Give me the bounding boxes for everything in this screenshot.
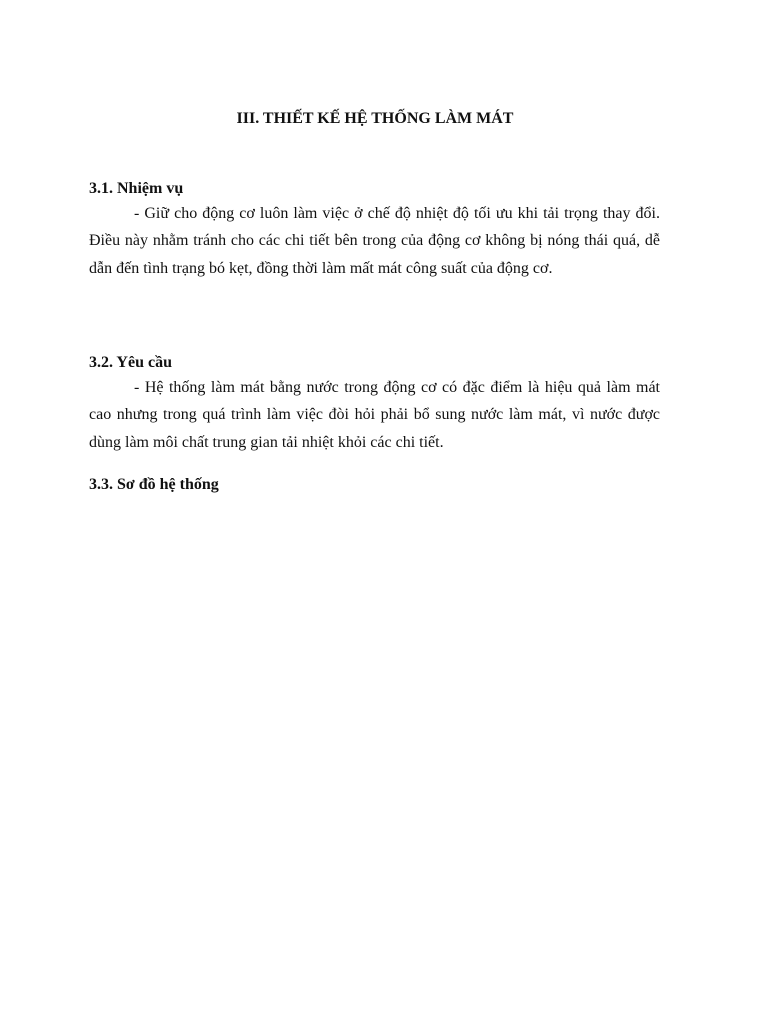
section-requirements — [89, 352, 660, 456]
section-heading: 3.2. Yêu cầu — [89, 354, 172, 371]
section-paragraph: - Hệ thống làm mát bằng nước trong động cơ có đặc điểm là hiệu quả làm mát cao nhưng trong quá trình làm việc đòi hỏi phải bổ sung nước làm mát, vì nước được dùng làm môi chất trung gian tải nhiệt khỏi các chi tiết. — [89, 379, 660, 451]
section-paragraph: - Giữ cho động cơ luôn làm việc ở chế độ nhiệt độ tối ưu khi tải trọng thay đổi. Điều này nhằm tránh cho các chi tiết bên trong của động cơ không bị nóng thái quá, dễ dẫn đến tình trạng bó kẹt, đồng thời làm mất mát công suất của động cơ. — [89, 205, 660, 277]
section-heading: 3.1. Nhiệm vụ — [89, 180, 184, 197]
document-title: III. THIẾT KẾ HỆ THỐNG LÀM MÁT — [236, 110, 514, 127]
section-diagram — [89, 474, 660, 496]
section-heading: 3.3. Sơ đồ hệ thống — [89, 476, 219, 493]
section-tasks — [89, 178, 660, 282]
